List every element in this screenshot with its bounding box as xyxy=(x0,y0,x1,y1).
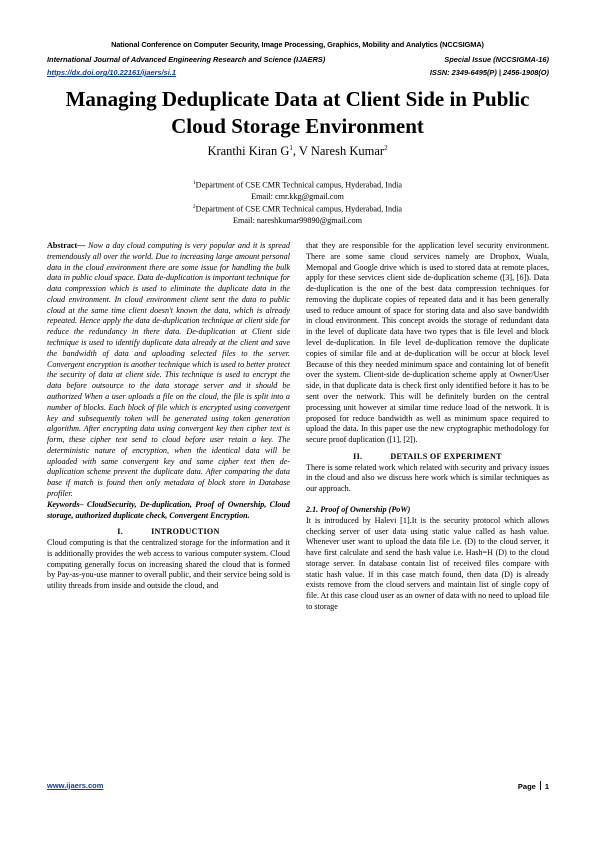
author-1-sup: 1 xyxy=(289,144,293,152)
journal-header-row xyxy=(47,55,549,64)
author-1: Kranthi Kiran G xyxy=(207,144,290,159)
section-1-heading xyxy=(47,527,290,538)
doi-header-row xyxy=(47,68,549,77)
journal-name: International Journal of Advanced Engineering Research and Science (IJAERS) xyxy=(47,55,326,64)
author-line xyxy=(0,144,595,159)
page-label: Page xyxy=(517,782,536,791)
affiliation-1-dept: Department of CSE CMR Technical campus, Hyderabad, India xyxy=(195,180,403,190)
affiliation-2 xyxy=(0,202,595,215)
author-2-sup: 2 xyxy=(384,144,388,152)
affiliations xyxy=(0,178,595,226)
abstract-text: Now a day cloud computing is very popular and it is spread tremendously all over the world. Due to increasing large amount personal data in the cloud environment there are some issue for handling the bulk data in public cloud space. Data de-duplication is important technique for data compression which is used to eliminate the duplicate data in the cloud environment. In cloud environment client sent the data to public cloud at the same time client doesn't known the data, which is already repeated. Hence apply the data de-duplication technique at client side for reduce the redundancy in there data. De-duplication at Client side technique is used to identify duplicate data already at the client and save the bandwidth of data and uploading selected files to the server. Convergent encryption is another technique which is used to better protect the security of data at client side. This technique is used to encrypt the data before outsource to the data storage server and it should be authorized When a user uploads a file on the cloud, the file is split into a number of blocks. Each block of file which is encrypted using convergent key and subsequently token will be generated using token generation algorithm. After encrypting data using convergent key then cipher text is form, these cipher text send to cloud before user retain a key. The deterministic nature of encryption, when the identical data will be uploaded with same convergent key and same cipher text then de-duplication scheme prevent the duplicate data. After comparing the data base if match is found then only metadata of block store in Database profiler. xyxy=(47,241,290,498)
keywords: Keywords– CloudSecurity, De-duplication, Proof of Ownership, Cloud storage, authorized duplicate check, Convergent Encryption. xyxy=(47,499,290,520)
footer-site-link[interactable]: www.ijaers.com xyxy=(47,781,104,790)
affiliation-1 xyxy=(0,178,595,191)
affiliation-2-dept: Department of CSE CMR Technical campus, Hyderabad, India xyxy=(195,204,403,214)
affiliation-1-sup: 1 xyxy=(192,180,196,186)
issn: ISSN: 2349-6495(P) | 2456-1908(O) xyxy=(429,68,549,77)
doi-link[interactable]: https://dx.doi.org/10.22161/ijaers/si.1 xyxy=(47,68,176,77)
email-2: Email: nareshkumar99890@gmail.com xyxy=(233,216,362,226)
intro-text-right: that they are responsible for the application level security environment. There are some same cloud services namely are Dropbox, Wuala, Memopal and Google drive which is used to stored data at remote places, apply for these services client side de-duplication scheme ([3], [6]). Data de-duplication is the one of the best data compression techniques for removing the duplicate copies of repeated data and it has been generally used to reduce amount of space for storing data and also save bandwidth in cloud environment. This concept avoids the storage of redundant data in the level of duplicate data have two types that is file level and block level de-duplication. In file level de-duplication remove the duplicate copies of similar file and at de-duplication will be occur at block level Because of this they needed minimum space and containing lot of benefit over the system. Client-side de-duplication scheme apply at Owner/User side, in that duplicate data is check first only identified before it has to be sent over the network. This will be definitely burden on the central processing unit however at similar time reduce load of the network. It is proposed for reduce bandwidth as well as minimum space required to upload the data. In this paper use the new cryptographic methodology for secure proof duplication ([1], [2]). xyxy=(306,241,549,445)
page-number xyxy=(518,781,549,791)
intro-text-left: Cloud computing is that the centralized storage for the information and it is additionally provides the web access to various computer system. Cloud computing generally focus on increasing shared the cloud that is formed by Pay-as-you-use manner to overall public, and their service being sold is utility threads from inside and outside the cloud, and xyxy=(47,538,290,591)
abstract xyxy=(47,241,290,500)
section-1-title: INTRODUCTION xyxy=(151,527,220,537)
section-2-text: There is some related work which related with security and privacy issues in the cloud and also we discuss here work which is similar techniques as our approach. xyxy=(306,462,549,494)
page-num: 1 xyxy=(544,782,549,791)
section-2-title: DETAILS OF EXPERIMENT xyxy=(390,451,502,461)
abstract-label: Abstract— xyxy=(47,241,86,250)
section-2-number: II. xyxy=(353,451,363,461)
author-separator: , xyxy=(292,144,299,159)
author-2: V Naresh Kumar xyxy=(298,144,385,159)
page-footer xyxy=(47,781,549,791)
subsection-2-1-heading: 2.1. Proof of Ownership (PoW) xyxy=(306,504,411,514)
section-2-heading xyxy=(306,452,549,463)
special-issue: Special Issue (NCCSIGMA-16) xyxy=(444,55,549,64)
section-1-number: I. xyxy=(117,527,124,537)
email-1: Email: cmr.kkg@gmail.com xyxy=(251,191,344,201)
paper-title: Managing Deduplicate Data at Client Side in Public Cloud Storage Environment xyxy=(65,87,530,138)
subsection-2-1-text: It is introduced by Halevi [1].It is the security protocol which allows checking server of user data using static value called as hash value. Whenever user want to upload the data file i.e. (D) to the cloud server, it have first calculate and send the hash value i.e. Hash=H (D) to the cloud storage server. In database contain list of received files compare with static hash value. If in this case match found, then data (D) is already exists remove from the cloud servers and maintain list of single copy of file. At this case cloud user as an owner of data with no need to upload file to storage xyxy=(306,515,549,611)
page-divider xyxy=(540,781,541,790)
conference-header: National Conference on Computer Security, Image Processing, Graphics, Mobility and Analytics (NCCSIGMA) xyxy=(111,40,484,49)
right-column xyxy=(306,241,549,613)
affiliation-2-sup: 2 xyxy=(192,204,196,211)
left-column xyxy=(47,241,290,592)
